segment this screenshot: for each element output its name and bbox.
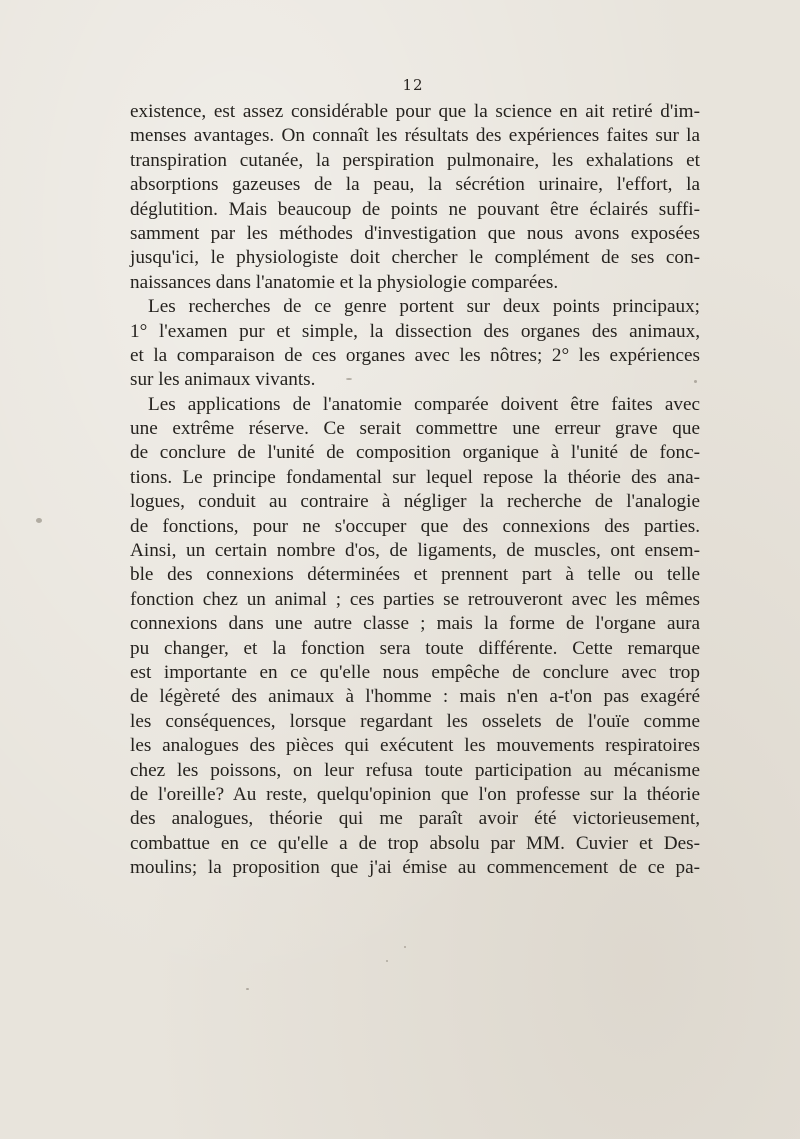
text-line: Les recherches de ce genre portent sur deux points principaux;	[148, 296, 700, 318]
paper-speck	[36, 518, 42, 523]
text-line: sur les animaux vivants.	[130, 369, 316, 391]
text-line: et la comparaison de ces organes avec les nôtres; 2° les expériences	[130, 344, 700, 366]
text-line: est importante en ce qu'elle nous empêche de conclure avec trop	[130, 661, 700, 683]
body-text	[130, 100, 700, 881]
text-line: Ainsi, un certain nombre d'os, de ligaments, de muscles, ont ensem-	[130, 540, 700, 562]
text-line: Les applications de l'anatomie comparée doivent être faites avec	[148, 393, 700, 415]
text-line: déglutition. Mais beaucoup de points ne pouvant être éclairés suffi-	[130, 198, 700, 220]
paper-speck	[386, 960, 388, 962]
text-line: samment par les méthodes d'investigation que nous avons exposées	[130, 222, 700, 244]
text-line: de conclure de l'unité de composition organique à l'unité de fonc-	[130, 442, 700, 464]
text-line: existence, est assez considérable pour que la science en ait retiré d'im-	[130, 101, 700, 122]
text-line: pu changer, et la fonction sera toute différente. Cette remarque	[130, 637, 700, 659]
text-line: les analogues des pièces qui exécutent les mouvements respiratoires	[130, 735, 700, 757]
text-line: 1° l'examen pur et simple, la dissection des organes des animaux,	[130, 320, 700, 342]
text-line: ble des connexions déterminées et prennent part à telle ou telle	[130, 564, 700, 586]
text-line: absorptions gazeuses de la peau, la sécrétion urinaire, l'effort, la	[130, 174, 700, 196]
text-line: transpiration cutanée, la perspiration pulmonaire, les exhalations et	[130, 149, 700, 171]
text-line: des analogues, théorie qui me paraît avoir été victorieusement,	[130, 808, 700, 830]
text-line: jusqu'ici, le physiologiste doit chercher le complément de ses con-	[130, 247, 700, 269]
text-line: combattue en ce qu'elle a de trop absolu par MM. Cuvier et Des-	[130, 832, 700, 854]
text-line: moulins; la proposition que j'ai émise au commencement de ce pa-	[130, 857, 700, 879]
paper-speck	[246, 988, 249, 990]
page-number: 12	[402, 76, 424, 94]
paper-speck	[346, 378, 352, 380]
text-line: les conséquences, lorsque regardant les osselets de l'ouïe comme	[130, 710, 700, 732]
text-line: de légèreté des animaux à l'homme : mais n'en a-t'on pas exagéré	[130, 686, 700, 708]
text-line: fonction chez un animal ; ces parties se retrouveront avec les mêmes	[130, 588, 700, 610]
text-line: tions. Le principe fondamental sur lequel repose la théorie des ana-	[130, 466, 700, 488]
text-line: chez les poissons, on leur refusa toute participation au mécanisme	[130, 759, 700, 781]
text-line: une extrême réserve. Ce serait commettre une erreur grave que	[130, 418, 700, 440]
text-line: connexions dans une autre classe ; mais la forme de l'organe aura	[130, 613, 700, 635]
paper-speck	[404, 946, 406, 948]
text-line: menses avantages. On connaît les résultats des expériences faites sur la	[130, 125, 700, 147]
text-line: de l'oreille? Au reste, quelqu'opinion que l'on professe sur la théorie	[130, 783, 700, 805]
paper-speck	[694, 380, 697, 383]
text-line: de fonctions, pour ne s'occuper que des connexions des parties.	[130, 515, 700, 537]
text-line: logues, conduit au contraire à négliger la recherche de l'analogie	[130, 491, 700, 513]
text-line: naissances dans l'anatomie et la physiologie comparées.	[130, 271, 559, 293]
